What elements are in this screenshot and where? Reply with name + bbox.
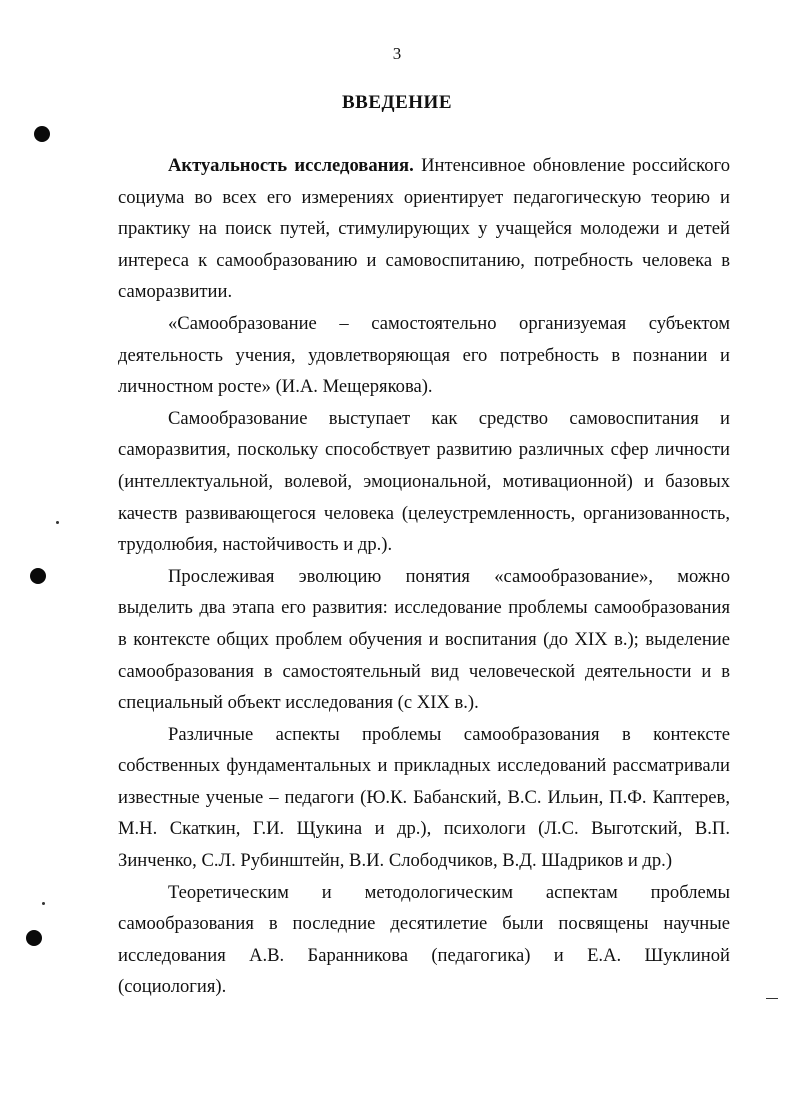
scan-speck [42,902,45,905]
binding-hole-mark [26,930,42,946]
paragraph-quote: «Самообразование – самостоятельно организуемая субъектом деятельность учения, удовлетворяющая его потребность в познании и личностном росте» (И.А. Мещерякова). [118,312,730,398]
relevance-lead: Актуальность исследования. [168,155,414,176]
binding-hole-mark [34,126,50,142]
paragraph-theory: Теоретическим и методологическим аспектам проблемы самообразования в последние десятилетие были посвящены научные исследования А.В. Баранникова (педагогика) и Е.А. Шуклиной (социология). [118,881,730,998]
scan-speck [766,998,778,999]
paragraph-self-education: Самообразование выступает как средство самовоспитания и саморазвития, поскольку способствует развитию различных сфер личности (интеллектуальной, волевой, эмоциональной, мотивационной) и базовых качеств развивающегося человека (целеустремленность, организованность, трудолюбия, настойчивость и др.). [118,407,730,556]
body-text [118,150,730,1003]
page-number: 3 [392,44,402,63]
paragraph-aspects: Различные аспекты проблемы самообразования в контексте собственных фундаментальных и прикладных исследований рассматривали известные ученые – педагоги (Ю.К. Бабанский, В.С. Ильин, П.Ф. Каптерев, М.Н. Скаткин, Г.И. Щукина и др.), психологи (Л.С. Выготский, В.П. Зинченко, С.Л. Рубинштейн, В.И. Слободчиков, В.Д. Шадриков и др.) [118,723,730,872]
binding-hole-mark [30,568,46,584]
section-heading: ВВЕДЕНИЕ [342,92,452,113]
paragraph-relevance [118,150,730,308]
paragraph-text: Интенсивное обновление российского социума во всех его измерениях ориентирует педагогическую теорию и практику на поиск путей, стимулирующих у учащейся молодежи и детей интереса к самообразованию и самовоспитанию, потребность человека в саморазвитии. [118,155,730,303]
paragraph-evolution: Прослеживая эволюцию понятия «самообразование», можно выделить два этапа его развития: исследование проблемы самообразования в контексте общих проблем обучения и воспитания (до XIX в.); выделение самообразования в самостоятельный вид человеческой деятельности и в специальный объект исследования (с XIX в.). [118,565,730,714]
scan-speck [56,521,59,524]
